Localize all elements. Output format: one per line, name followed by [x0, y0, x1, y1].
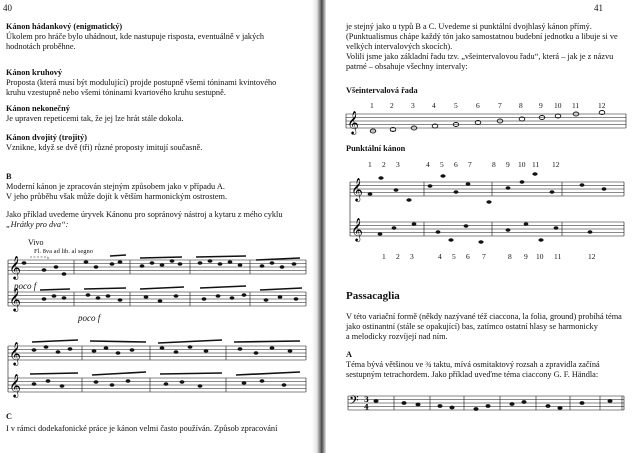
svg-text:𝄞: 𝄞 [351, 177, 363, 201]
canon-number: 10 [536, 252, 544, 261]
paragraph-line: Jako příklad uvedeme úryvek Kánonu pro sopránový nástroj a kytaru z mého cyklu [6, 210, 283, 219]
instrument-note: Fl. 8va ad lib. al segno [34, 248, 94, 255]
section-title: Kánon nekonečný [6, 104, 70, 113]
tone-row-staff [342, 108, 632, 140]
canon-number: 11 [554, 252, 562, 261]
canon-number: 4 [426, 160, 430, 169]
paragraph-line: Proposta (která musí být modulující) projde postupně všemi tóninami kvintového [6, 78, 277, 87]
canon-number: 7 [468, 160, 472, 169]
canon-number: 11 [532, 160, 540, 169]
paragraph-line: velkých intervalových skocích). [346, 42, 453, 51]
canon-number: 5 [452, 252, 456, 261]
right-page [326, 0, 635, 453]
canon-number: 12 [588, 252, 596, 261]
canon-number: 2 [382, 160, 386, 169]
row-number: 6 [476, 101, 480, 110]
paragraph-line: kruhu vzestupně nebo všemi tóninami kvartového kruhu sestupně. [6, 88, 226, 97]
section-title: Kánon dvojitý (trojitý) [6, 133, 87, 142]
canon-score [342, 170, 632, 250]
example-label: Všeintervalová řada [346, 86, 418, 95]
canon-number: 8 [492, 160, 496, 169]
svg-text:𝄞: 𝄞 [9, 373, 21, 397]
row-number: 3 [411, 101, 415, 110]
canon-number: 6 [466, 252, 470, 261]
section-letter: C [6, 412, 12, 421]
section-title: Kánon hádankový (enigmatický) [6, 22, 123, 31]
tempo-marking: Vivo [28, 238, 44, 247]
svg-text:𝄞: 𝄞 [347, 110, 359, 134]
row-number: 4 [432, 101, 436, 110]
paragraph-line: V jeho průběhu však může dojít k větším harmonickým ostrostem. [6, 192, 228, 201]
row-number: 2 [390, 101, 394, 110]
score-system [0, 252, 312, 332]
dynamic-marking: poco f [78, 313, 101, 323]
canon-number: 6 [454, 160, 458, 169]
dynamic-marking: poco f [14, 281, 37, 291]
paragraph-line: Vznikne, když se dvě (tři) různé proposty imitují současně. [6, 143, 203, 152]
page-number: 41 [594, 3, 603, 13]
paragraph-line: Úkolem pro hráče bylo uhádnout, kde nastupuje risposta, eventuálně v jakých [6, 32, 265, 41]
canon-number: 10 [518, 160, 526, 169]
paragraph-line: V této variační formě (někdy nazývané též ciaccona, la folia, ground) probíhá téma [346, 312, 622, 321]
canon-number: 8 [508, 252, 512, 261]
canon-number: 3 [396, 160, 400, 169]
paragraph-line: Moderní kánon je zpracován stejným způsobem jako v případu A. [6, 182, 225, 191]
section-letter: B [6, 172, 12, 181]
paragraph-line: „Hrátky pro dva“: [6, 220, 69, 229]
row-number: 5 [454, 101, 458, 110]
paragraph-line: jako ostinantní (stále se opakující) bas, zatímco ostatní hlasy se harmonicky [346, 322, 598, 331]
paragraph-line: I v rámci dodekafonické práce je kánon velmi často používán. Způsob zpracování [6, 424, 278, 433]
canon-number: 9 [524, 252, 528, 261]
example-label: Punktální kánon [346, 144, 406, 153]
paragraph-line: (Punktualismus chápe každý tón jako samostatnou budební jednotku a libuje si ve [346, 32, 618, 41]
canon-number: 1 [368, 160, 372, 169]
section-title: Kánon kruhový [6, 68, 63, 77]
svg-text:𝄞: 𝄞 [9, 341, 21, 365]
canon-number: 5 [440, 160, 444, 169]
paragraph-line: je stejný jako u typů B a C. Uvedeme si punktální dvojhlasý kánon přímý. [346, 22, 592, 31]
svg-text:𝄞: 𝄞 [9, 255, 21, 279]
page-number: 40 [3, 3, 12, 13]
canon-number: 1 [382, 252, 386, 261]
row-number: 11 [572, 101, 580, 110]
svg-text:𝄞: 𝄞 [351, 217, 363, 241]
canon-number: 2 [396, 252, 400, 261]
row-number: 1 [370, 101, 374, 110]
canon-number: 9 [506, 160, 510, 169]
book-gutter [312, 0, 326, 453]
section-heading: Passacaglia [346, 290, 400, 302]
left-page [0, 0, 312, 453]
passacaglia-bass-staff [342, 390, 632, 420]
paragraph-line: Volili jsme jako základní řadu tzv. „všeintervalovou řadu“, která – jak je z názvu [346, 52, 614, 61]
section-letter: A [346, 350, 352, 359]
paragraph-line: Téma bývá většinou ve ¾ taktu, mívá osmitaktový rozsah a zpravidla začíná [346, 360, 600, 369]
paragraph-line: hodnotách proběhne. [6, 42, 76, 51]
canon-number: 12 [552, 160, 560, 169]
canon-number: 3 [410, 252, 414, 261]
paragraph-line: sestupným tetrachordem. Jako příklad uveďme téma ciaccony G. F. Händla: [346, 370, 599, 379]
svg-text:𝄞: 𝄞 [9, 287, 21, 311]
paragraph-line: Je upraven repeticemi tak, že jej lze hrát stále dokola. [6, 114, 184, 123]
paragraph-line: a melodicky rozvíjejí nad ním. [346, 332, 448, 341]
row-number: 7 [498, 101, 502, 110]
row-number: 12 [598, 101, 606, 110]
svg-text:3: 3 [364, 395, 369, 404]
svg-text:4: 4 [364, 402, 369, 412]
row-number: 10 [554, 101, 562, 110]
row-number: 9 [539, 101, 543, 110]
row-number: 8 [519, 101, 523, 110]
canon-number: 7 [482, 252, 486, 261]
score-system [0, 338, 312, 408]
paragraph-line: patrné – obsahuje všechny intervaly: [346, 62, 468, 71]
svg-text:𝄢: 𝄢 [349, 393, 359, 411]
canon-number: 4 [438, 252, 442, 261]
